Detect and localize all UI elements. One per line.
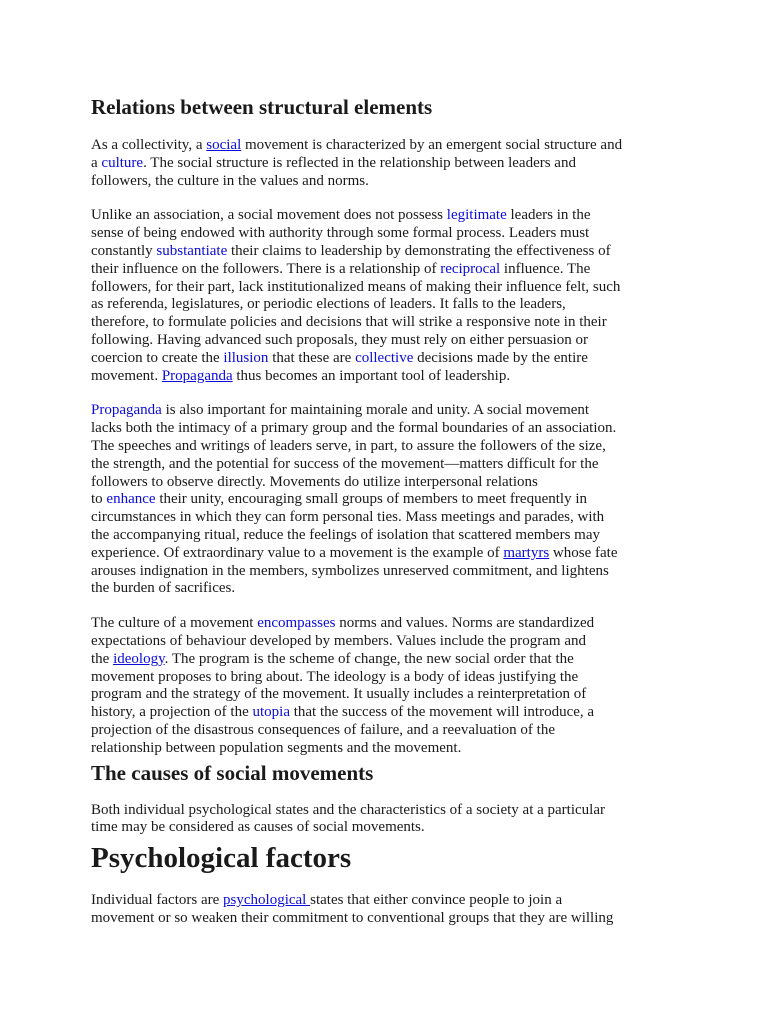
text-run: relationship between population segments and the movement.: [91, 739, 462, 756]
text-line: [91, 296, 691, 314]
text-line: [91, 332, 691, 350]
text-run: whose fate: [549, 544, 618, 561]
text-line: [91, 173, 691, 191]
inline-link[interactable]: ideology: [113, 650, 165, 667]
text-line: [91, 615, 691, 633]
inline-link[interactable]: enhance: [106, 491, 156, 508]
text-line: [91, 350, 691, 368]
text-run: history, a projection of the: [91, 704, 253, 721]
text-run: influence. The: [500, 260, 591, 277]
text-run: their claims to leadership by demonstrating the effectiveness of: [227, 242, 611, 259]
text-run: the accompanying ritual, reduce the feelings of isolation that scattered members may: [91, 526, 600, 543]
text-run: Individual factors are: [91, 892, 224, 909]
text-run: circumstances in which they can form personal ties. Mass meetings and parades, with: [91, 509, 605, 526]
text-run: constantly: [91, 242, 157, 259]
text-run: thus becomes an important tool of leadership.: [232, 367, 511, 384]
text-line: [91, 243, 691, 261]
text-line: [91, 892, 691, 910]
section-heading-psychological-factors: Psychological factors: [91, 842, 352, 875]
inline-link[interactable]: encompasses: [257, 615, 336, 632]
text-run: as referenda, legislatures, or periodic elections of leaders. It falls to the leaders,: [91, 296, 566, 313]
text-run: . The program is the scheme of change, the new social order that the: [164, 650, 574, 667]
text-run: states that either convince people to join a: [310, 892, 563, 909]
text-run: following. Having advanced such proposals, they must rely on either persuasion or: [91, 331, 588, 348]
paragraph: [91, 615, 691, 757]
text-line: [91, 207, 691, 225]
text-run: experience. Of extraordinary value to a movement is the example of: [91, 544, 504, 561]
text-run: is also important for maintaining morale and unity. A social movement: [161, 402, 590, 419]
text-run: decisions made by the entire: [413, 349, 588, 366]
text-line: [91, 438, 691, 456]
text-run: The speeches and writings of leaders serve, in part, to assure the followers of the size,: [91, 437, 606, 454]
inline-link[interactable]: Propaganda: [91, 402, 162, 419]
text-line: [91, 686, 691, 704]
text-run: projection of the disastrous consequences of failure, and a reevaluation of the: [91, 721, 555, 738]
text-line: [91, 509, 691, 527]
article-content: [91, 93, 691, 928]
text-line: [91, 368, 691, 386]
text-line: [91, 580, 691, 598]
inline-link[interactable]: utopia: [252, 704, 290, 721]
inline-link[interactable]: legitimate: [446, 207, 507, 224]
paragraph: [91, 402, 691, 598]
text-run: movement is characterized by an emergent social structure and: [241, 137, 623, 153]
text-run: that these are: [268, 349, 356, 366]
text-run: sense of being endowed with authority through some formal process. Leaders must: [91, 225, 590, 242]
text-run: Both individual psychological states and the characteristics of a society at a particular: [91, 801, 605, 818]
inline-link[interactable]: reciprocal: [440, 260, 501, 277]
text-line: [91, 563, 691, 581]
text-line: [91, 137, 691, 155]
text-run: As a collectivity, a: [91, 137, 207, 153]
text-run: movement proposes to bring about. The ideology is a body of ideas justifying the: [91, 668, 579, 685]
text-run: arouses indignation in the members, symbolizes unreserved commitment, and lightens: [91, 562, 609, 579]
paragraph: [91, 892, 691, 928]
text-line: [91, 819, 691, 837]
inline-link[interactable]: martyrs: [503, 544, 550, 561]
text-run: the: [91, 650, 114, 667]
text-run: a: [91, 154, 102, 171]
text-run: followers, for their part, lack institutionalized means of making their influence felt, such: [91, 278, 621, 295]
text-run: therefore, to formulate policies and decisions that will strike a responsive note in their: [91, 314, 607, 331]
text-line: [91, 420, 691, 438]
inline-link[interactable]: Propaganda: [161, 367, 233, 384]
text-line: [91, 314, 691, 332]
text-run: program and the strategy of the movement. It usually includes a reinterpretation of: [91, 686, 587, 703]
text-run: movement.: [91, 367, 162, 384]
text-line: [91, 527, 691, 545]
inline-link[interactable]: substantiate: [156, 242, 228, 259]
paragraph: [91, 802, 691, 838]
text-line: [91, 633, 691, 651]
text-line: [91, 279, 691, 297]
inline-link[interactable]: culture: [101, 154, 144, 171]
text-run: followers to observe directly. Movements do utilize interpersonal relations: [91, 473, 538, 490]
text-line: [91, 651, 691, 669]
text-run: . The social structure is reflected in the relationship between leaders and: [143, 154, 576, 171]
text-line: [91, 802, 691, 820]
text-run: leaders in the: [506, 207, 591, 224]
text-run: expectations of behaviour developed by members. Values include the program and: [91, 632, 586, 649]
inline-link[interactable]: collective: [355, 349, 414, 366]
text-line: [91, 740, 691, 758]
text-run: time may be considered as causes of social movements.: [91, 819, 425, 836]
text-line: [91, 155, 691, 173]
text-line: [91, 261, 691, 279]
inline-link[interactable]: psychological: [223, 892, 311, 909]
text-run: coercion to create the: [91, 349, 224, 366]
text-run: Unlike an association, a social movement does not possess: [91, 207, 447, 224]
inline-link[interactable]: social: [206, 137, 242, 153]
text-line: [91, 669, 691, 687]
text-run: the burden of sacrifices.: [91, 580, 236, 597]
text-line: [91, 402, 691, 420]
paragraph: [91, 137, 691, 190]
text-run: The culture of a movement: [91, 615, 258, 632]
text-line: [91, 545, 691, 563]
text-line: [91, 704, 691, 722]
inline-link[interactable]: illusion: [223, 349, 269, 366]
text-run: their unity, encouraging small groups of members to meet frequently in: [155, 491, 587, 508]
section-heading-causes: The causes of social movements: [91, 760, 374, 785]
text-run: that the success of the movement will introduce, a: [289, 704, 595, 721]
text-run: to: [91, 491, 107, 508]
text-run: followers, the culture in the values and norms.: [91, 172, 369, 189]
paragraph: [91, 207, 691, 385]
text-run: the strength, and the potential for success of the movement—matters difficult for the: [91, 455, 599, 472]
text-run: lacks both the intimacy of a primary group and the formal boundaries of an association.: [91, 420, 617, 437]
text-line: [91, 491, 691, 509]
text-line: [91, 910, 691, 928]
text-line: [91, 456, 691, 474]
text-line: [91, 474, 691, 492]
text-run: their influence on the followers. There is a relationship of: [91, 260, 441, 277]
text-run: norms and values. Norms are standardized: [335, 615, 595, 632]
section-heading-relations: Relations between structural elements: [91, 95, 433, 119]
text-run: movement or so weaken their commitment to conventional groups that they are willing: [91, 909, 614, 926]
text-line: [91, 722, 691, 740]
text-line: [91, 225, 691, 243]
